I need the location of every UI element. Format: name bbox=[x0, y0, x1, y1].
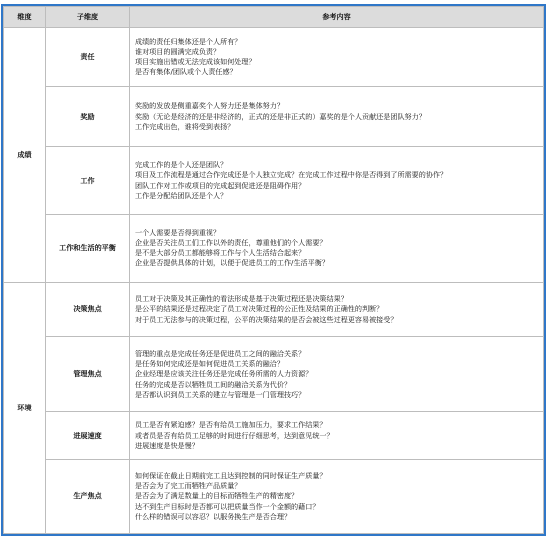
reference-line: 员工对于决策及其正确性的看法形成是基于决策过程还是决策结果？ bbox=[135, 294, 348, 304]
table-row bbox=[4, 28, 544, 87]
subdimension-cell: 工作和生活的平衡 bbox=[46, 214, 130, 282]
dimension-cell-achievement: 成绩 bbox=[4, 28, 46, 283]
table-row bbox=[4, 337, 544, 412]
subdimension-cell: 责任 bbox=[46, 28, 130, 87]
table-row bbox=[4, 460, 544, 534]
table-header-row bbox=[4, 7, 544, 28]
subdimension-cell: 管理焦点 bbox=[46, 337, 130, 412]
reference-line: 是否会为了满足数量上的目标而牺牲生产的精密度？ bbox=[135, 491, 299, 501]
reference-table-frame bbox=[1, 4, 546, 536]
header-dimension: 维度 bbox=[4, 7, 46, 28]
reference-line: 是任务如何完成还是如何促进员工关系的融洽？ bbox=[135, 359, 284, 369]
table-row bbox=[4, 87, 544, 147]
reference-cell bbox=[130, 87, 544, 147]
reference-line: 企业是否关注员工们工作以外的责任，尊重他们的个人需要？ bbox=[135, 238, 327, 248]
reference-line: 是否都认识到员工关系的建立与管理是一门管理技巧？ bbox=[135, 389, 306, 399]
reference-line: 进展速度是快是慢？ bbox=[135, 440, 199, 450]
reference-line: 奖励的发放是侧重嘉奖个人努力还是集体努力？ bbox=[135, 101, 284, 111]
reference-line: 谁对项目的圆满完成负责？ bbox=[135, 46, 221, 56]
reference-line: 项目实施出错或无法完成该如何处理？ bbox=[135, 57, 256, 67]
reference-line: 工作是分配给团队还是个人？ bbox=[135, 190, 228, 200]
reference-line: 是否会为了完工而牺牲产品质量？ bbox=[135, 481, 242, 491]
reference-line: 任务的完成是否以牺牲员工间的融洽关系为代价？ bbox=[135, 379, 292, 389]
reference-line: 企业是否提供具体的计划，以便于促进员工的工作/生活平衡？ bbox=[135, 258, 329, 268]
reference-line: 一个人需要是否得到重视？ bbox=[135, 227, 221, 237]
reference-line: 完成工作的是个人还是团队？ bbox=[135, 160, 228, 170]
table-row bbox=[4, 282, 544, 337]
reference-line: 奖励（无论是经济的还是非经济的，正式的还是非正式的）嘉奖的是个人贡献还是团队努力？ bbox=[135, 111, 426, 121]
reference-line: 团队工作对工作或项目的完成起到促进还是阻碍作用？ bbox=[135, 180, 306, 190]
reference-cell bbox=[130, 412, 544, 460]
reference-line: 项目及工作流程是通过合作完成还是个人独立完成？在完成工作过程中你是否得到了所需要的协作？ bbox=[135, 170, 448, 180]
reference-cell bbox=[130, 147, 544, 215]
reference-cell bbox=[130, 460, 544, 534]
subdimension-cell: 工作 bbox=[46, 147, 130, 215]
reference-line: 什么样的错误可以容忍？以服务换生产是否合理？ bbox=[135, 511, 292, 521]
subdimension-cell: 奖励 bbox=[46, 87, 130, 147]
table-row bbox=[4, 412, 544, 460]
table-row bbox=[4, 214, 544, 282]
table-row bbox=[4, 147, 544, 215]
reference-cell bbox=[130, 214, 544, 282]
reference-line: 如何保证在截止日期前完工且达到控制的同时保证生产质量？ bbox=[135, 470, 327, 480]
reference-line: 管理的重点是完成任务还是促进员工之间的融洽关系？ bbox=[135, 348, 306, 358]
reference-line: 是否有集体/团队或个人责任感？ bbox=[135, 67, 237, 77]
header-subdimension: 子维度 bbox=[46, 7, 130, 28]
reference-line: 企业经理是应该关注任务还是完成任务所需的人力资源？ bbox=[135, 369, 313, 379]
subdimension-cell: 生产焦点 bbox=[46, 460, 130, 534]
reference-cell bbox=[130, 28, 544, 87]
reference-line: 对于员工无法参与的决策过程，公平的决策结果的是否会被这些过程更容易被接受？ bbox=[135, 314, 398, 324]
subdimension-cell: 决策焦点 bbox=[46, 282, 130, 337]
header-reference: 参考内容 bbox=[130, 7, 544, 28]
reference-line: 达不到生产目标时是否都可以把质量当作一个金额的藉口？ bbox=[135, 501, 320, 511]
reference-cell bbox=[130, 282, 544, 337]
reference-line: 工作完成出色，谁将受到表扬？ bbox=[135, 121, 235, 131]
reference-line: 是公平的结果还是过程决定了员工对决策过程的公正性及结果的正确性的判断？ bbox=[135, 304, 384, 314]
reference-line: 或者员是否有给员工足够的时间进行仔细思考，达到意见统一？ bbox=[135, 430, 334, 440]
reference-line: 成绩的责任归集体还是个人所有？ bbox=[135, 36, 242, 46]
reference-line: 员工是否有紧迫感？是否有给员工施加压力，要求工作结果？ bbox=[135, 420, 327, 430]
reference-line: 是不是大部分员工都能够将工作与个人生活结合起来？ bbox=[135, 248, 306, 258]
dimension-cell-environment: 环境 bbox=[4, 282, 46, 533]
culture-dimension-table bbox=[3, 6, 544, 534]
subdimension-cell: 进展速度 bbox=[46, 412, 130, 460]
reference-cell bbox=[130, 337, 544, 412]
